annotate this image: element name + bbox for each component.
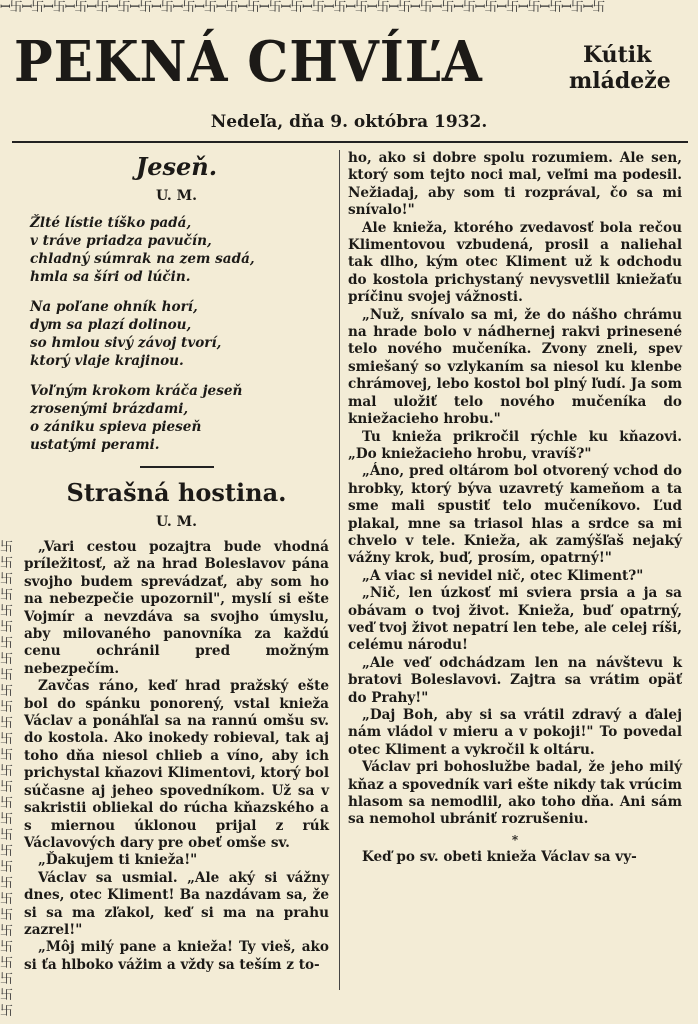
- story-paragraph: „Ďakujem ti knieža!": [38, 852, 198, 869]
- story-paragraph: Václav sa usmial. „Ale aký si vážny dnes, otec Kliment! Ba nazdávam sa, že si sa ma zľakol, keď si ma na prahu zazrel!": [24, 869, 329, 938]
- story-paragraph: Ale knieža, ktorého zvedavosť bola rečou Klimentovou vzbudená, prosil a naliehal tak dlho, kým otec Kliment už k odchodu do kostola prichystaný nevysvetlil kniežaťu príčinu svojej vážnosti.: [348, 219, 682, 306]
- story-paragraph: „Nuž, snívalo sa mi, že do nášho chrámu na hrade bolo v nádhernej rakvi prinesené telo nového mučeníka. Zvony zneli, spev smiešaný so vzlykaním sa niesol ku klenbe chrámovej, lebo kostol bol plný ľudí. Ja som mal uložiť telo nového mučeníka do kniežacieho hrobu.": [348, 306, 682, 428]
- section-subtitle: [569, 42, 671, 94]
- story-paragraph: „Ale veď odchádzam len na návštevu k bratovi Boleslavovi. Zajtra sa vrátim opäť do Prahy!": [348, 654, 682, 706]
- poem-line: so hmlou sivý závoj tvorí,: [30, 334, 222, 351]
- poem-line: v tráve priadza pavučín,: [30, 232, 212, 249]
- poem-line: zrosenými brázdami,: [30, 400, 189, 417]
- poem-line: hmla sa šíri od lúčin.: [30, 268, 191, 285]
- poem-line: Voľným krokom kráča jeseň: [30, 382, 243, 399]
- section-separator: *: [511, 832, 519, 847]
- poem-line: ktorý vlaje krajinou.: [30, 352, 184, 369]
- poem-body: [24, 214, 329, 454]
- poem-line: Žlté lístie tíško padá,: [30, 214, 192, 231]
- column-divider: [339, 150, 340, 990]
- section-divider: [140, 466, 214, 468]
- story-author: U. M.: [155, 513, 198, 530]
- story-paragraph: „Vari cestou pozajtra bude vhodná príležitosť, až na hrad Boleslavov pána svojho budem sprevádzať, aby som ho na nebezpečie upozornil", myslí si ešte Vojmír a nevzdáva sa svojho úmyslu, aby milovaného panovníka za každú cenu ochránil pred možným nebezpečím.: [24, 539, 329, 677]
- poem-author: U. M.: [155, 188, 198, 204]
- poem-line: ustatými perami.: [30, 436, 160, 453]
- dateline: Nedeľa, dňa 9. októbra 1932.: [210, 112, 488, 132]
- story-paragraph: „A viac si nevidel nič, otec Kliment?": [362, 567, 644, 584]
- subtitle-line-1: Kútik: [583, 42, 652, 68]
- ornamental-border-top: ꟷ卐ꟷ卐ꟷ卐ꟷ卐ꟷ卐ꟷ卐ꟷ卐ꟷ卐ꟷ卐ꟷ卐ꟷ卐ꟷ卐ꟷ卐ꟷ卐ꟷ卐ꟷ卐ꟷ卐ꟷ卐ꟷ卐ꟷ卐ꟷ卐ꟷ卐ꟷ卐ꟷ卐ꟷ卐ꟷ卐ꟷ卐ꟷ卐: [0, 0, 605, 15]
- story-paragraph: ho, ako si dobre spolu rozumiem. Ale sen, ktorý som tejto noci mal, veľmi ma podesil. Nežiadaj, aby som ti rozprával, čo sa mi snívalo!": [348, 150, 682, 219]
- story-body-right: [348, 220, 682, 829]
- story-paragraph: „Nič, len úzkosť mi sviera prsia a ja sa obávam o tvoj život. Knieža, buď opatrný, veď tvoj život nepatrí len tebe, ale celej ríši, celému národu!: [348, 585, 682, 654]
- poem-line: chladný súmrak na zem sadá,: [30, 250, 255, 267]
- story-paragraph: „Môj milý pane a knieža! Ty vieš, ako si ťa hlboko vážim a vždy sa teším z to-: [24, 939, 329, 973]
- poem-stanza: [24, 214, 329, 286]
- poem-stanza: [24, 298, 329, 370]
- poem-line: Na poľane ohník horí,: [30, 298, 198, 315]
- poem-line: dym sa plazí dolinou,: [30, 316, 192, 333]
- poem-stanza: [24, 382, 329, 454]
- story-body-left: [24, 539, 329, 974]
- left-column: [24, 150, 329, 990]
- story-title: Strašná hostina.: [66, 477, 287, 507]
- poem-title: Jeseň.: [135, 152, 218, 181]
- page-title: PEKNÁ CHVÍĽA: [14, 29, 483, 95]
- header-divider: [12, 141, 688, 143]
- story-paragraph: Keď po sv. obeti knieža Václav sa vy-: [362, 848, 637, 865]
- story-paragraph: „Áno, pred oltárom bol otvorený vchod do hrobky, ktorý býva uzavretý kameňom a ta sme mali spustiť telo mučeníkovo. Ľud plakal, mne sa triasol hlas a srdce sa mi chvelo v tele. Knieža, ak zamýšľaš nejaký vážny krok, buď, prosím, opatrný!": [348, 463, 682, 567]
- ornamental-border-left: 卐 卐 卐 卐 卐 卐 卐 卐 卐 卐 卐 卐 卐 卐 卐 卐 卐 卐 卐 卐 卐 卐 卐 卐 卐 卐 卐 卐 卐 卐: [0, 540, 14, 1019]
- subtitle-line-2: mládeže: [569, 68, 671, 94]
- right-column: [348, 150, 682, 990]
- story-paragraph: Václav pri bohoslužbe badal, že jeho milý kňaz a spovedník vari ešte nikdy tak vrúcim hlasom sa nemodlil, ako toho dňa. Ani sám sa nemohol ubrániť rozrušeniu.: [348, 759, 682, 828]
- story-paragraph: Zavčas ráno, keď hrad pražský ešte bol do spánku ponorený, vstal knieža Václav a ponáhľal sa na rannú omšu sv. do kostola. Ako inokedy robieval, tak aj toho dňa niesol chlieb a víno, aby ich prichystal kňazovi Klimentovi, ktorý bol súčasne aj jeheo spovedníkom. Už sa v sakristii obliekal do rúcha kňazského a s miernou úklonou prijal z rúk Václavových dary pre obeť omše sv.: [24, 678, 329, 851]
- story-paragraph: Tu knieža prikročil rýchle ku kňazovi. „Do kniežacieho hrobu, vravíš?": [348, 428, 682, 462]
- masthead: [14, 22, 684, 112]
- poem-line: o zániku spieva pieseň: [30, 418, 202, 435]
- story-paragraph: „Daj Boh, aby si sa vrátil zdravý a ďalej nám vládol v mieru a v pokoji!" To povedal otec Kliment a vykročil k oltáru.: [348, 707, 682, 758]
